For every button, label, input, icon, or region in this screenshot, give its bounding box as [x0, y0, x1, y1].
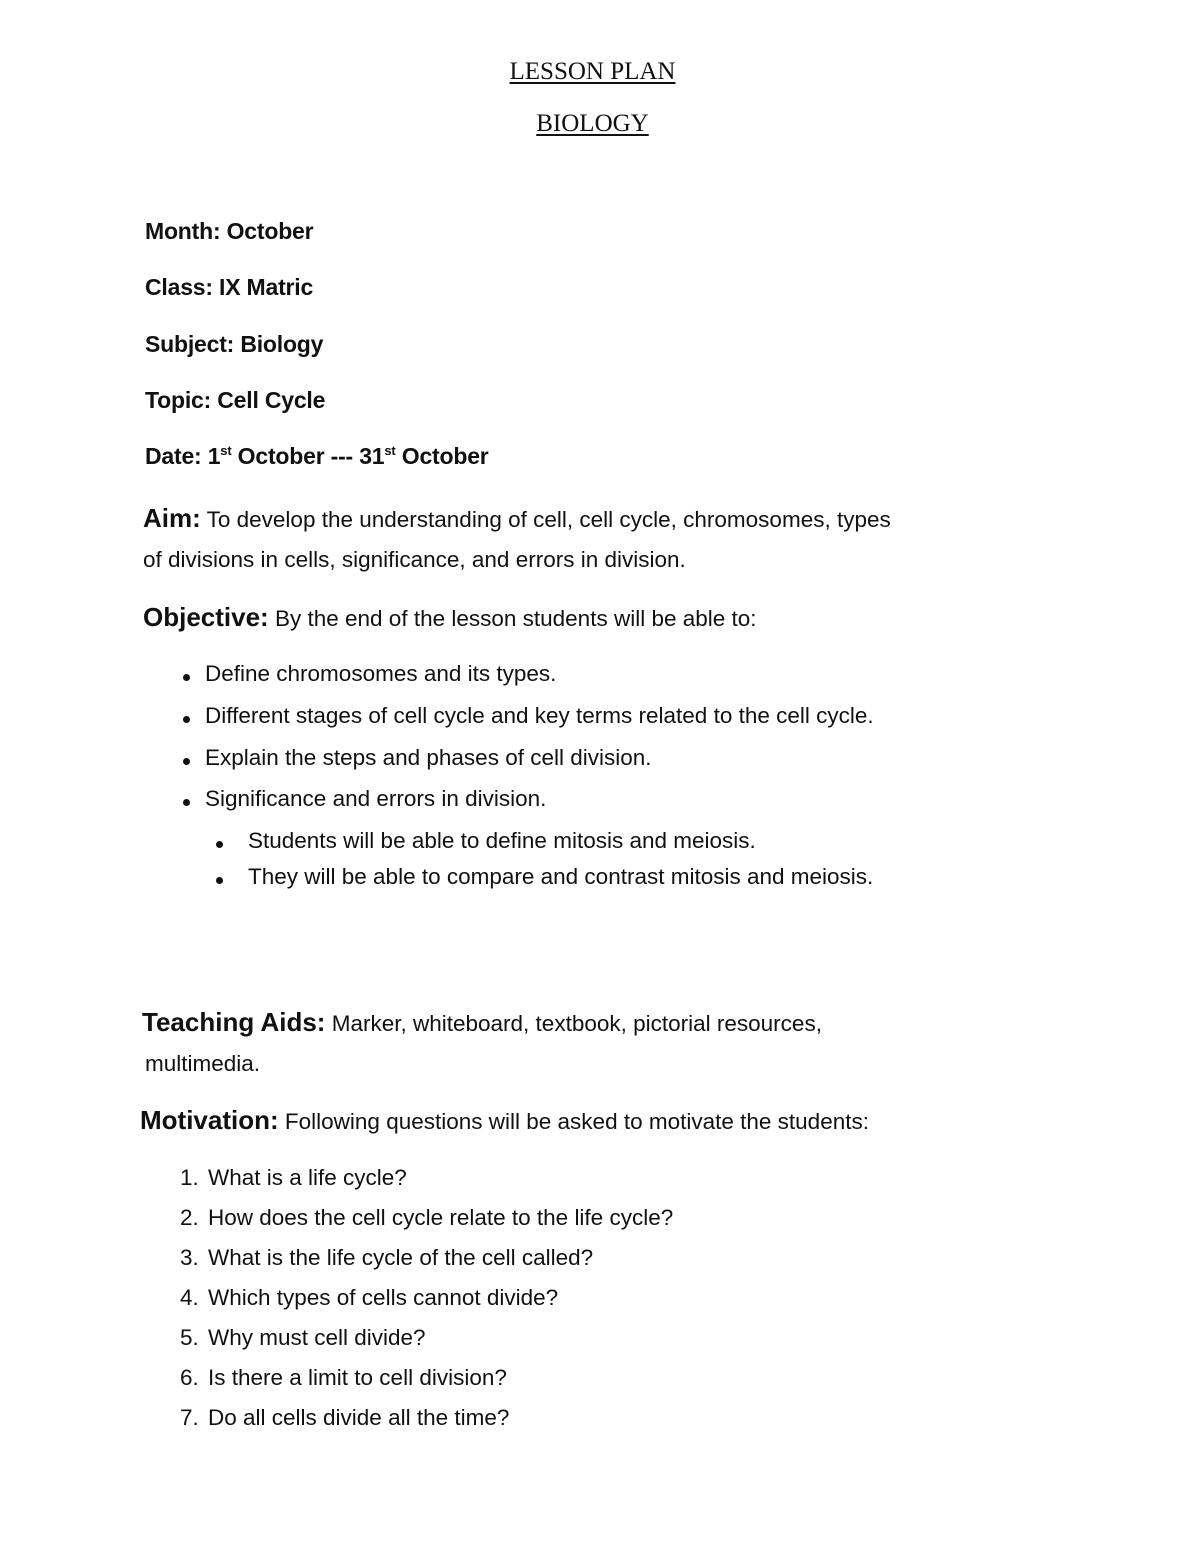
teaching-aids-section [142, 1002, 822, 1084]
bullet-icon [216, 877, 223, 884]
objective-intro: By the end of the lesson students will be able to: [268, 606, 757, 631]
bullet-icon [183, 758, 190, 765]
objective-label: Objective: [143, 602, 269, 632]
bullet-icon [183, 674, 190, 681]
aim-label: Aim: [143, 503, 201, 533]
date-field [145, 443, 489, 470]
objective-section [143, 597, 757, 639]
bullet-icon [216, 841, 223, 848]
document-page: LESSON PLAN BIOLOGY Month: October Class: IX Matric Subject: Biology Topic: Cell Cycle Date: 1st October --- 31st October Aim: To develop the understanding of cell, cell cycle, chromosomes, types of divisions in cells, significance, and errors in division. Objective: By the end of the lesson students will be able to: Define chromosomes and its types. Different stages of cell cycle and key terms related to the cell cycle. Explain the steps and phases of cell division. Significance and errors in division. Students will be able to define mitosis and meiosis. They will be able to compare and contrast mitosis and meiosis. Teaching Aids: Marker, whiteboard, textbook, pictorial resources, multimedia. Motivation: Following questions will be asked to motivate the students: 1. What is a life cycle? 2. How does the cell cycle relate to the life cycle? 3. What is the life cycle of the cell called? 4. Which types of cells cannot divide? 5. Why must cell divide? 6. Is there a limit to cell division? 7. Do all cells divide all the time? [0, 0, 1200, 1553]
aim-section [143, 498, 891, 580]
motivation-intro: Following questions will be asked to motivate the students: [278, 1109, 869, 1134]
aim-text-1: To develop the understanding of cell, cell cycle, chromosomes, types [200, 507, 891, 532]
date-superscript-end: st [384, 443, 396, 458]
month-field: Month: October [145, 218, 314, 244]
bullet-icon [183, 799, 190, 806]
motivation-label: Motivation: [140, 1105, 279, 1135]
date-suffix: October [395, 443, 489, 469]
bullet-icon [183, 716, 190, 723]
class-field: Class: IX Matric [145, 274, 314, 300]
subject-heading: BIOLOGY [536, 110, 649, 137]
aim-line-1 [143, 498, 891, 540]
topic-field: Topic: Cell Cycle [145, 387, 326, 413]
teaching-aids-text-1: Marker, whiteboard, textbook, pictorial resources, [325, 1011, 822, 1036]
teaching-aids-line-2: multimedia. [145, 1051, 261, 1076]
aim-line-2: of divisions in cells, significance, and errors in division. [143, 547, 686, 572]
document-title: LESSON PLAN [509, 58, 676, 85]
teaching-aids-line-1 [142, 1002, 822, 1044]
motivation-section [140, 1100, 869, 1142]
date-superscript-start: st [220, 443, 232, 458]
teaching-aids-label: Teaching Aids: [142, 1007, 326, 1037]
subject-field: Subject: Biology [145, 331, 324, 357]
date-middle: October --- 31 [231, 443, 385, 469]
date-prefix: Date: 1 [145, 443, 221, 469]
